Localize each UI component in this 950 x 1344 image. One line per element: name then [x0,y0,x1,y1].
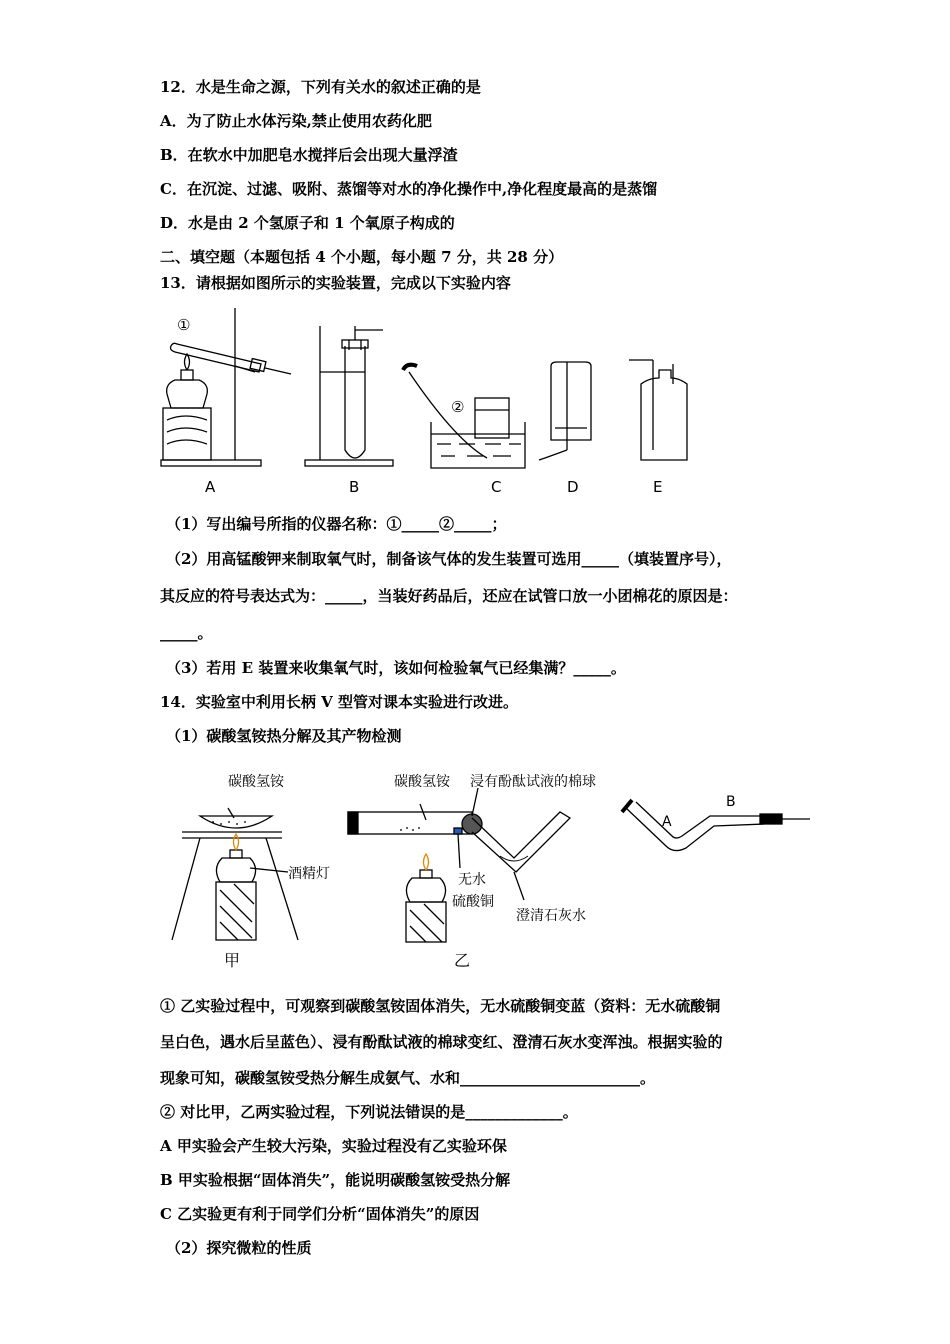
fig14-limewater-label: 澄清石灰水 [516,908,586,924]
q14-option-c: C 乙实验更有利于同学们分析“固体消失”的原因 [160,1205,480,1223]
q13-part2-line3: _____。 [160,624,213,642]
q13-part3: （3）若用 E 装置来收集氧气时，该如何检验氧气已经集满？_____。 [166,659,626,677]
fig14-jia-caption: 甲 [224,951,241,970]
q13-stem: 13．请根据如图所示的实验装置，完成以下实验内容 [160,274,511,292]
q14-stem: 14．实验室中利用长柄 V 型管对课本实验进行改进。 [160,693,518,711]
q13-part1: （1）写出编号所指的仪器名称：①_____②_____； [166,515,507,533]
q14-sub1-line2: 呈白色，遇水后呈蓝色）、浸有酚酞试液的棉球变红、澄清石灰水变浑浊。根据实验的 [160,1033,723,1051]
q12-option-a: A．为了防止水体污染,禁止使用农药化肥 [160,112,432,130]
fig13-label-e: E [653,478,663,496]
q14-sub2: ② 对比甲，乙两实验过程，下列说法错误的是_____________。 [160,1103,578,1121]
fig13-label-c: C [491,478,502,496]
section-heading: 二、填空题（本题包括 4 个小题，每小题 7 分，共 28 分） [160,248,564,266]
fig14-jia-sample-label: 碳酸氢铵 [228,774,284,790]
q12-option-c: C．在沉淀、过滤、吸附、蒸馏等对水的净化操作中,净化程度最高的是蒸馏 [160,180,658,198]
q14-part2: （2）探究微粒的性质 [166,1239,312,1257]
q14-option-b: B 甲实验根据“固体消失”，能说明碳酸氢铵受热分解 [160,1171,511,1189]
fig13-label-b: B [349,478,360,496]
fig13-marker-2: ② [451,398,465,416]
q12-stem: 12．水是生命之源，下列有关水的叙述正确的是 [160,78,481,96]
q12-option-d: D．水是由 2 个氢原子和 1 个氧原子构成的 [160,214,455,232]
q13-apparatus-figure [155,300,715,500]
fig14-yi-caption: 乙 [454,951,471,970]
fig14-vtube-a: A [662,814,672,830]
q14-sub1-line1: ① 乙实验过程中，可观察到碳酸氢铵固体消失，无水硫酸铜变蓝（资料：无水硫酸铜 [160,997,721,1015]
fig13-label-d: D [567,478,579,496]
fig14-vtube-b: B [726,794,736,810]
fig14-lamp-label: 酒精灯 [288,866,330,882]
fig14-cotton-label: 浸有酚酞试液的棉球 [470,774,596,790]
fig13-marker-1: ① [177,316,191,334]
q14-part1: （1）碳酸氢铵热分解及其产物检测 [166,727,402,745]
q13-part2-line2: 其反应的符号表达式为：_____，当装好药品后，还应在试管口放一小团棉花的原因是： [160,587,738,605]
q14-apparatus-figure [160,760,820,980]
fig13-label-a: A [205,478,216,496]
q13-part2-line1: （2）用高锰酸钾来制取氧气时，制备该气体的发生装置可选用_____（填装置序号）， [166,550,732,568]
fig14-cuso4-label-2: 硫酸铜 [452,894,494,910]
q14-sub1-line3: 现象可知，碳酸氢铵受热分解生成氨气、水和________________________。 [160,1069,656,1087]
fig14-cuso4-label-1: 无水 [458,872,486,888]
fig14-yi-sample-label: 碳酸氢铵 [394,774,450,790]
q14-option-a: A 甲实验会产生较大污染，实验过程没有乙实验环保 [160,1137,507,1155]
q12-option-b: B．在软水中加肥皂水搅拌后会出现大量浮渣 [160,146,458,164]
